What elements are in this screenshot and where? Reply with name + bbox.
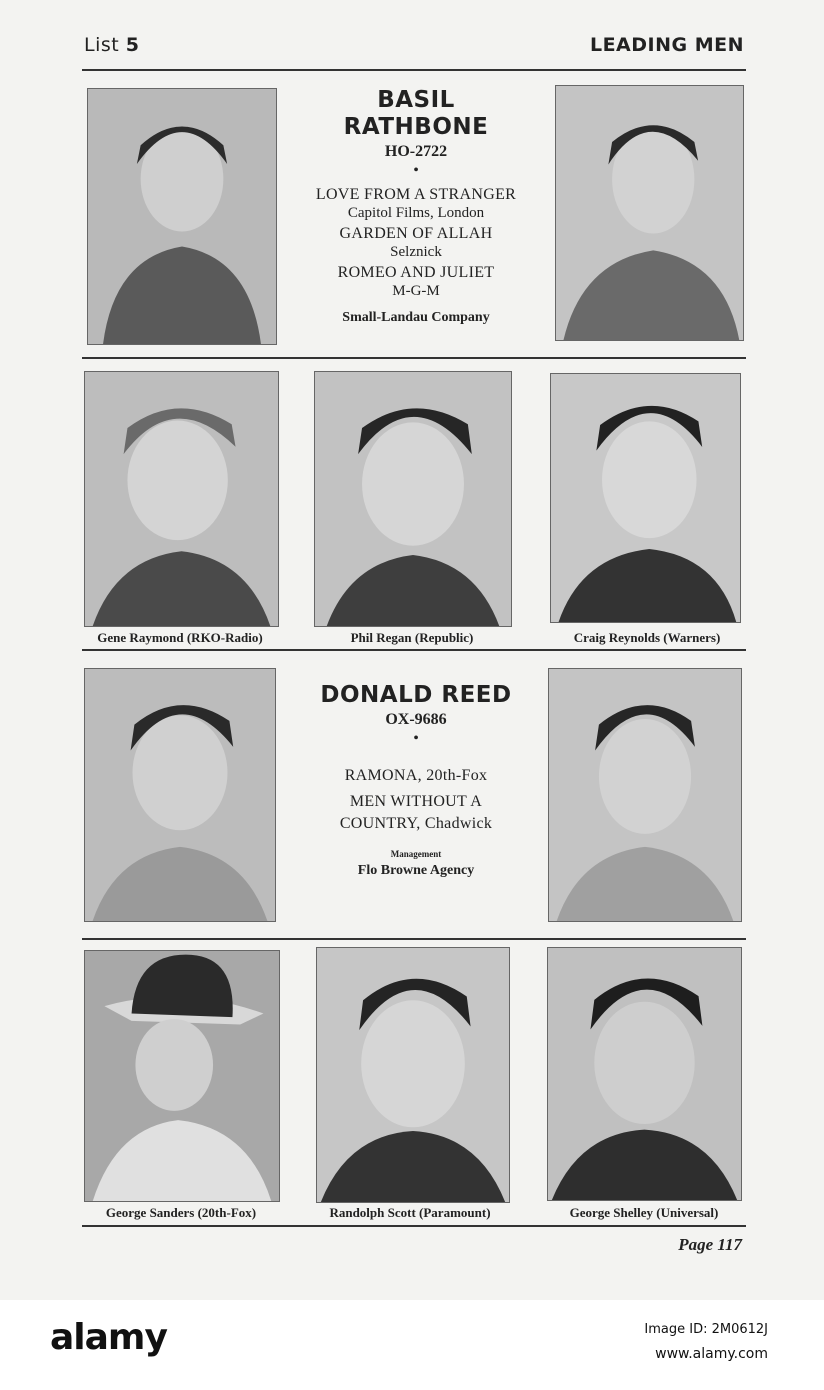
portrait-photo [555, 85, 744, 341]
portrait-photo [84, 668, 276, 922]
divider-rule [82, 357, 746, 359]
photo-caption: George Shelley (Universal) [569, 1205, 719, 1220]
bullet: • [413, 730, 419, 747]
portrait-photo [87, 88, 277, 345]
portrait-photo [314, 371, 512, 627]
site-url: www.alamy.com [655, 1346, 768, 1362]
actor-name: RATHBONE [343, 114, 489, 140]
photo-caption: Gene Raymond (RKO-Radio) [97, 630, 263, 645]
portrait-photo [548, 668, 742, 922]
credits-list [290, 185, 542, 300]
featured-listing-reed [290, 682, 542, 879]
phone-number: HO-2722 [384, 143, 448, 160]
film-studio: Selznick [390, 244, 442, 260]
photo-caption: Randolph Scott (Paramount) [329, 1205, 491, 1220]
actor-name: BASIL [377, 87, 455, 113]
brand-logo: alamy [50, 1317, 167, 1358]
film-title: GARDEN OF ALLAH [339, 225, 493, 242]
film-studio: Capitol Films, London [347, 205, 485, 221]
film-title: LOVE FROM A STRANGER [315, 186, 517, 203]
agency-name: Small-Landau Company [342, 310, 490, 325]
divider-rule [82, 1225, 746, 1227]
photo-caption: Phil Regan (Republic) [350, 630, 474, 645]
divider-rule [82, 69, 746, 71]
featured-listing-rathbone [290, 87, 542, 326]
credit-line: MEN WITHOUT A [349, 793, 483, 810]
portrait-photo [84, 371, 279, 627]
portrait-photo [316, 947, 510, 1203]
divider-rule [82, 649, 746, 651]
agency-name: Flo Browne Agency [357, 863, 475, 878]
credits-list [290, 765, 542, 835]
portrait-photo [550, 373, 741, 623]
film-studio: M-G-M [392, 283, 440, 299]
image-id: Image ID: 2M0612J [644, 1322, 768, 1337]
photo-caption: Craig Reynolds (Warners) [573, 630, 721, 645]
section-title: LEADING MEN [589, 34, 744, 56]
portrait-photo [547, 947, 742, 1201]
film-title: ROMEO AND JULIET [337, 264, 495, 281]
portrait-photo [84, 950, 280, 1202]
management-label: Management [390, 849, 442, 859]
divider-rule [82, 938, 746, 940]
credit-line: RAMONA, 20th-Fox [344, 767, 488, 784]
page-number: Page 117 [678, 1235, 742, 1254]
actor-name: DONALD REED [320, 682, 512, 708]
bullet: • [413, 162, 419, 179]
photo-caption: George Sanders (20th-Fox) [105, 1205, 257, 1220]
phone-number: OX-9686 [385, 711, 447, 728]
list-label: List 5 [84, 34, 140, 56]
credit-line: COUNTRY, Chadwick [339, 815, 493, 832]
